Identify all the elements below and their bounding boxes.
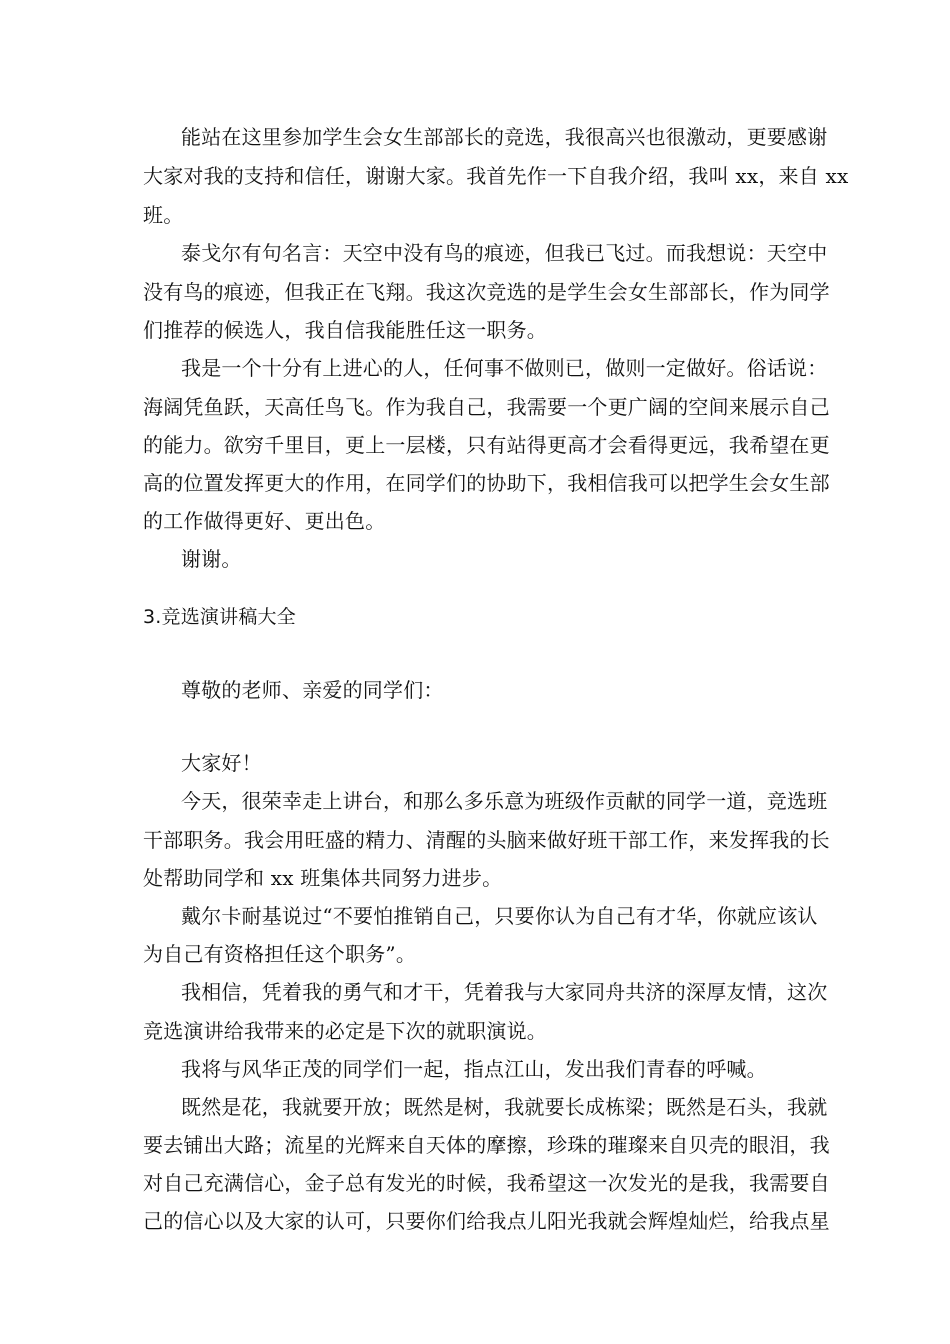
greeting: 大家好！ bbox=[181, 751, 262, 775]
paragraph-line: 今天，很荣幸走上讲台，和那么多乐意为班级作贡献的同学一道，竞选班 bbox=[181, 789, 828, 813]
paragraph-line: 对自己充满信心，金子总有发光的时候，我希望这一次发光的是我，我需要自 bbox=[143, 1171, 830, 1195]
paragraph-line: 们推荐的候选人，我自信我能胜任这一职务。 bbox=[143, 318, 547, 342]
paragraph-line: 谢谢。 bbox=[181, 547, 242, 571]
paragraph-line: 戴尔卡耐基说过“不要怕推销自己，只要你认为自己有才华，你就应该认 bbox=[181, 904, 818, 928]
paragraph-line: 高的位置发挥更大的作用，在同学们的协助下，我相信我可以把学生会女生部 bbox=[143, 471, 830, 495]
paragraph-line: 干部职务。我会用旺盛的精力、清醒的头脑来做好班干部工作，来发挥我的长 bbox=[143, 828, 830, 852]
paragraph-line: 既然是花，我就要开放；既然是树，我就要长成栋梁；既然是石头，我就 bbox=[181, 1095, 828, 1119]
section-heading: 3.竞选演讲稿大全 bbox=[143, 606, 296, 628]
paragraph-line: 我相信，凭着我的勇气和才干，凭着我与大家同舟共济的深厚友情，这次 bbox=[181, 980, 828, 1004]
paragraph-line: 没有鸟的痕迹，但我正在飞翔。我这次竞选的是学生会女生部部长，作为同学 bbox=[143, 280, 830, 304]
paragraph-line: 班。 bbox=[143, 203, 184, 227]
paragraph-line: 的工作做得更好、更出色。 bbox=[143, 509, 386, 533]
paragraph-line: 泰戈尔有句名言：天空中没有鸟的痕迹，但我已飞过。而我想说：天空中 bbox=[181, 241, 828, 265]
paragraph-line: 处帮助同学和 xx 班集体共同努力进步。 bbox=[143, 866, 503, 890]
paragraph-line: 能站在这里参加学生会女生部部长的竞选，我很高兴也很激动，更要感谢 bbox=[181, 125, 828, 149]
paragraph-line: 要去铺出大路；流星的光辉来自天体的摩擦，珍珠的璀璨来自贝壳的眼泪，我 bbox=[143, 1133, 830, 1157]
paragraph-line: 我将与风华正茂的同学们一起，指点江山，发出我们青春的呼喊。 bbox=[181, 1057, 767, 1081]
paragraph-line: 己的信心以及大家的认可，只要你们给我点儿阳光我就会辉煌灿烂，给我点星 bbox=[143, 1209, 830, 1233]
paragraph-line: 大家对我的支持和信任，谢谢大家。我首先作一下自我介绍，我叫 xx，来自 xx bbox=[143, 164, 849, 188]
paragraph-line: 的能力。欲穷千里目，更上一层楼，只有站得更高才会看得更远，我希望在更 bbox=[143, 433, 830, 457]
paragraph-line: 竞选演讲给我带来的必定是下次的就职演说。 bbox=[143, 1019, 547, 1043]
paragraph-line: 海阔凭鱼跃，天高任鸟飞。作为我自己，我需要一个更广阔的空间来展示自己 bbox=[143, 395, 830, 419]
paragraph-line: 我是一个十分有上进心的人，任何事不做则已，做则一定做好。俗话说： bbox=[181, 356, 828, 380]
paragraph-line: 为自己有资格担任这个职务”。 bbox=[143, 942, 417, 966]
salutation: 尊敬的老师、亲爱的同学们： bbox=[181, 678, 444, 702]
